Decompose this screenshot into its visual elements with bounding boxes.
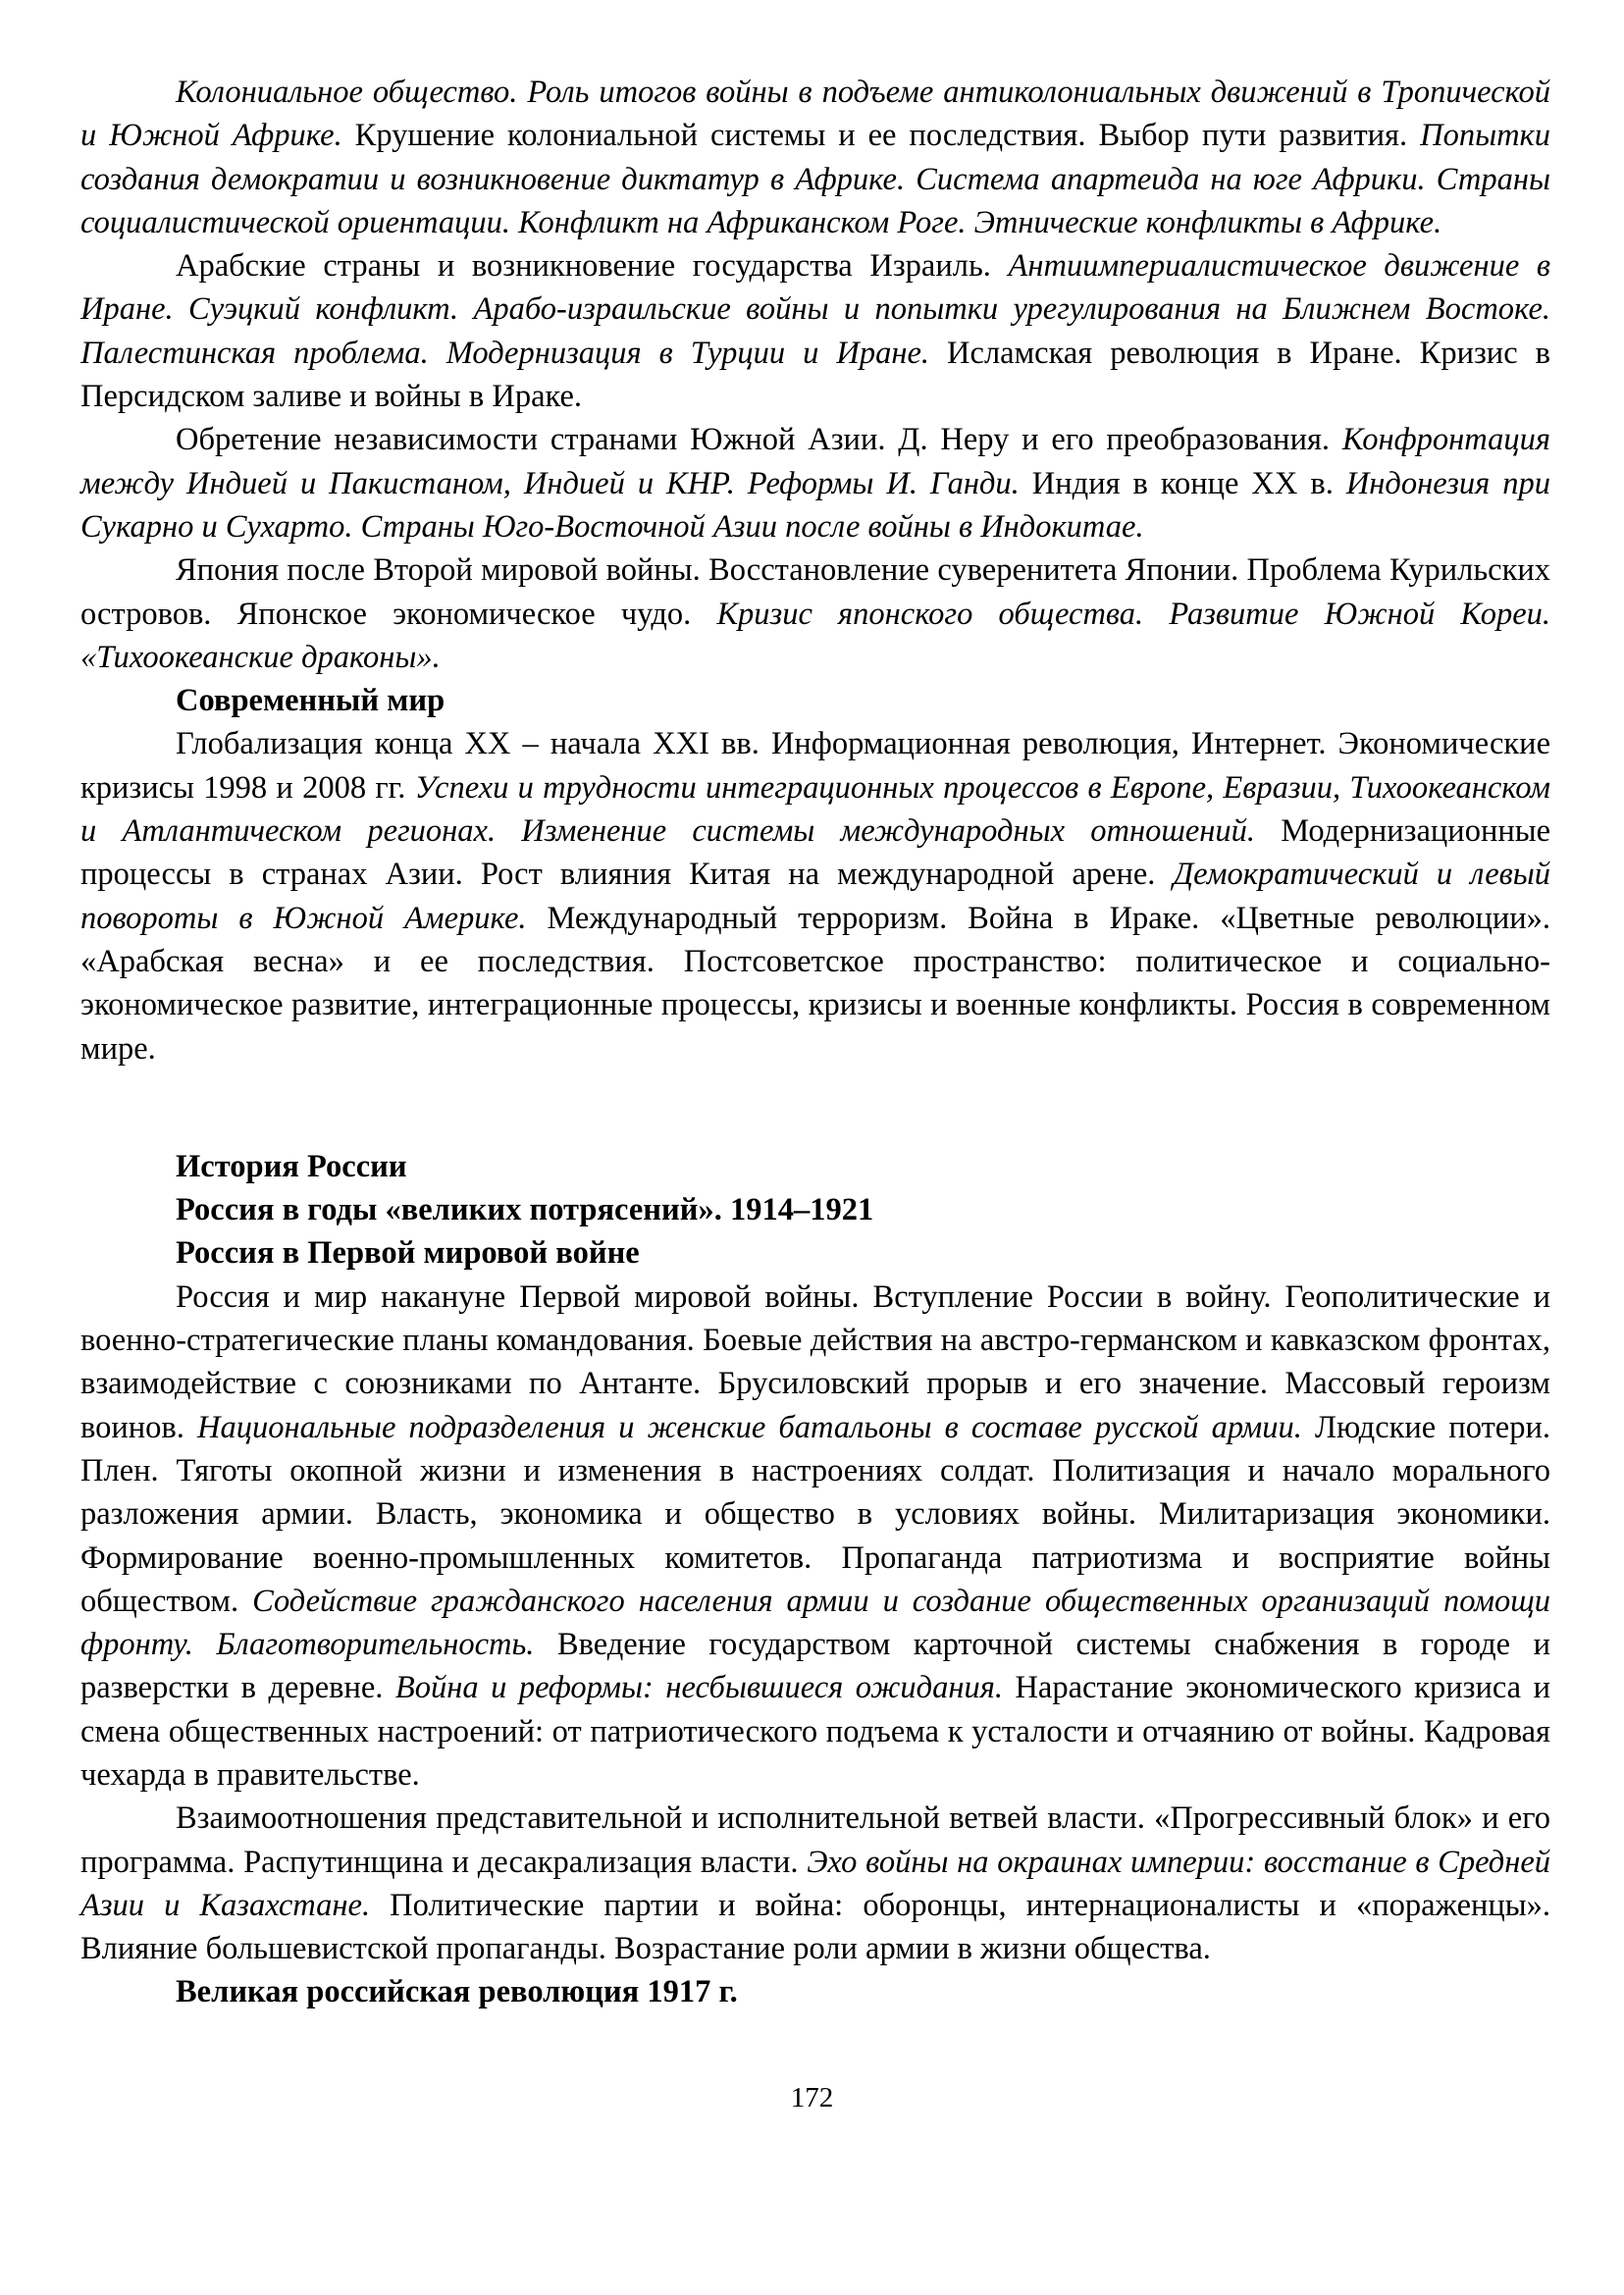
section-heading: Современный мир	[176, 683, 445, 719]
text-run: Взаимоотношения представительной и исполнительной ветвей власти. «Прогрессивный блок» и его программа. Распутинщина и десакрализация власти.	[80, 1800, 1550, 1880]
italic-text: Антиимпериалистическое движение в Иране. Суэцкий конфликт. Арабо-израильские войны и попытки урегулирования на Ближнем Востоке. Палестинская проблема. Модернизация в Турции и Иране.	[80, 248, 1550, 371]
text-run: Людские потери. Плен. Тяготы окопной жизни и изменения в настроениях солдат. Политизация и начало морального разложения армии. Власть, экономика и общество в условиях войны. Милитаризация экономики. Формирование военно-промышленных комитетов. Пропаганда патриотизма и восприятие войны обществом.	[80, 1409, 1550, 1619]
text-run: Обретение независимости странами Южной Азии. Д. Неру и его преобразования.	[176, 422, 1342, 458]
section-heading: Россия в годы «великих потрясений». 1914–1921	[176, 1192, 874, 1228]
italic-text: Конфронтация между Индией и Пакистаном, Индией и КНР. Реформы И. Ганди.	[80, 422, 1550, 501]
page-number: 172	[790, 2082, 834, 2113]
text-run: Нарастание экономического кризиса и смена общественных настроений: от патриотического подъема к усталости и отчаянию от войны. Кадровая чехарда в правительстве.	[80, 1670, 1550, 1793]
text-run: Индия в конце XX в.	[1019, 465, 1346, 501]
italic-text: Национальные подразделения и женские батальоны в составе русской армии.	[197, 1409, 1302, 1445]
italic-text: Война и реформы: несбывшиеся ожидания.	[394, 1670, 1003, 1706]
body-paragraph	[80, 1276, 1550, 1798]
text-run: Россия и мир накануне Первой мировой войны. Вступление России в войну. Геополитические и военно-стратегические планы командования. Боевые действия на австро-германском и кавказском фронтах, взаимодействие с союзниками по Антанте. Брусиловский прорыв и его значение. Массовый героизм воинов.	[80, 1278, 1550, 1445]
italic-text: Эхо войны на окраинах империи: восстание в Средней Азии и Казахстане.	[80, 1844, 1551, 1923]
italic-text: Демократический и левый повороты в Южной Америке.	[80, 857, 1550, 936]
italic-text: Попытки создания демократии и возникновение диктатур в Африке. Система апартеида на юге Африки. Страны социалистической ориентации. Конфликт на Африканском Роге. Этнические конфликты в Африке.	[80, 118, 1550, 240]
text-run: Политические партии и война: оборонцы, интернационалисты и «пораженцы». Влияние большевистской пропаганды. Возрастание роли армии в жизни общества.	[80, 1887, 1550, 1967]
section-heading: История России	[176, 1148, 407, 1184]
body-paragraph	[80, 71, 1550, 244]
section-heading: Великая российская революция 1917 г.	[176, 1974, 738, 2010]
italic-text: Индонезия при Сукарно и Сухарто. Страны Юго-Восточной Азии после войны в Индокитае.	[80, 465, 1550, 545]
body-paragraph	[80, 722, 1550, 1069]
italic-text: Кризис японского общества. Развитие Южной Кореи. «Тихоокеанские драконы».	[80, 596, 1550, 675]
text-run: Япония после Второй мировой войны. Восстановление суверенитета Японии. Проблема Курильских островов. Японское экономическое чудо.	[80, 552, 1550, 632]
body-paragraph	[80, 1797, 1550, 1970]
document-body	[80, 71, 1550, 2014]
text-run: Крушение колониальной системы и ее последствия. Выбор пути развития.	[341, 118, 1421, 154]
text-run: Международный терроризм. Война в Ираке. «Цветные революции». «Арабская весна» и ее последствия. Постсоветское пространство: политическое и социально-экономическое развитие, интеграционные процессы, кризисы и военные конфликты. Россия в современном мире.	[80, 900, 1550, 1067]
body-paragraph	[80, 244, 1550, 418]
italic-text: Колониальное общество. Роль итогов войны в подъеме антиколониальных движений в Тропической и Южной Африке.	[80, 75, 1550, 154]
text-run: Введение государством карточной системы снабжения в городе и разверстки в деревне.	[80, 1627, 1550, 1706]
body-paragraph	[80, 548, 1550, 679]
italic-text: Успехи и трудности интеграционных процессов в Европе, Евразии, Тихоокеанском и Атлантическом регионах. Изменение системы международных отношений.	[80, 769, 1550, 850]
text-run: Глобализация конца XX – начала XXI вв. Информационная революция, Интернет. Экономические кризисы 1998 и 2008 гг.	[80, 726, 1550, 806]
italic-text: Содействие гражданского населения армии и создание общественных организаций помощи фронту. Благотворительность.	[80, 1583, 1550, 1663]
section-heading: Россия в Первой мировой войне	[176, 1235, 640, 1272]
text-run: Исламская революция в Иране. Кризис в Персидском заливе и войны в Ираке.	[80, 335, 1550, 415]
text-run: Модернизационные процессы в странах Азии. Рост влияния Китая на международной арене.	[80, 813, 1550, 893]
text-run: Арабские страны и возникновение государства Израиль.	[176, 248, 1009, 285]
body-paragraph	[80, 418, 1550, 548]
